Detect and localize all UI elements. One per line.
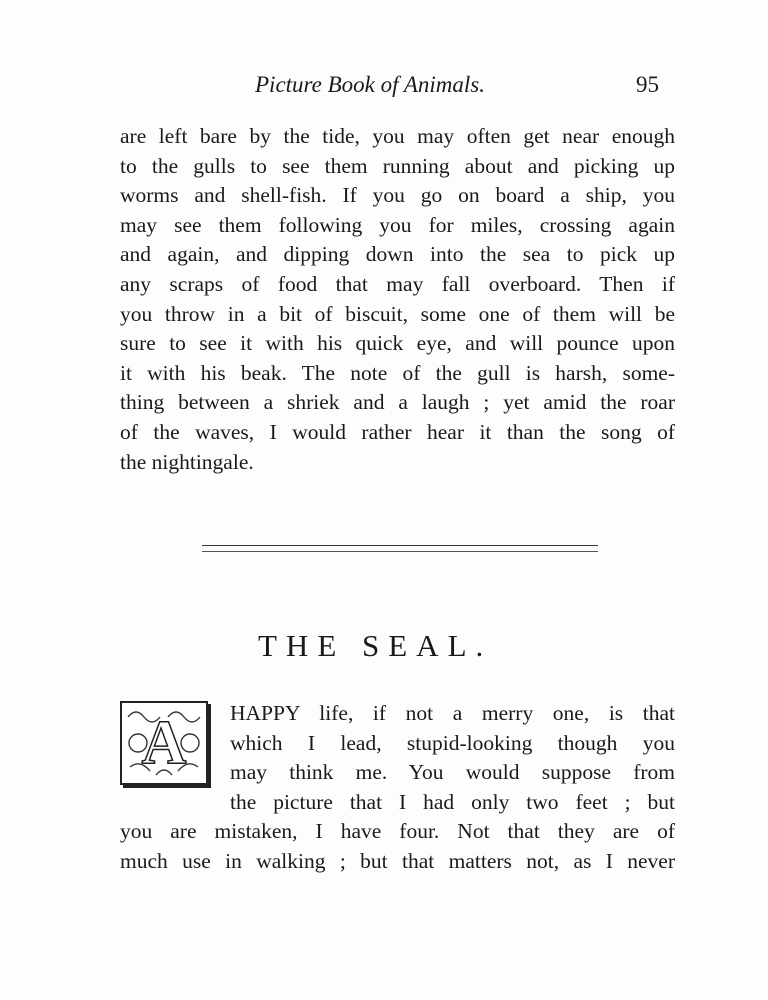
section-title: THE SEAL. xyxy=(258,628,493,663)
text-line: of the waves, I would rather hear it than the song of xyxy=(120,420,675,444)
text-line: much use in walking ; but that matters not, as I never xyxy=(120,848,675,873)
text-line: worms and shell-fish. If you go on board a ship, you xyxy=(120,183,675,208)
text-line: are left bare by the tide, you may often get near enough xyxy=(120,124,675,148)
text-line: the nightingale. xyxy=(120,449,254,474)
text-line: HAPPY life, if not a merry one, is that xyxy=(230,701,675,725)
running-title: Picture Book of Animals. xyxy=(255,72,485,97)
ornamental-drop-cap xyxy=(120,701,208,785)
page-number: 95 xyxy=(636,72,659,97)
text-line: to the gulls to see them running about and picking up xyxy=(120,153,675,178)
text-line: and again, and dipping down into the sea to pick up xyxy=(120,242,675,267)
text-line: you are mistaken, I have four. Not that they are of xyxy=(120,819,675,843)
text-line: may think me. You would suppose from xyxy=(230,760,675,784)
text-line: may see them following you for miles, crossing again xyxy=(120,212,675,237)
drop-cap-letter: A xyxy=(141,709,187,777)
section-divider-rule xyxy=(202,545,598,552)
text-line: you throw in a bit of biscuit, some one of them will be xyxy=(120,301,675,326)
text-line: the picture that I had only two feet ; but xyxy=(230,789,675,814)
text-line: sure to see it with his quick eye, and will pounce upon xyxy=(120,331,675,356)
text-line: any scraps of food that may fall overboard. Then if xyxy=(120,272,675,296)
text-line: which I lead, stupid-looking though you xyxy=(230,730,675,755)
text-line: it with his beak. The note of the gull is harsh, some- xyxy=(120,360,675,385)
text-line: thing between a shriek and a laugh ; yet amid the roar xyxy=(120,390,675,415)
